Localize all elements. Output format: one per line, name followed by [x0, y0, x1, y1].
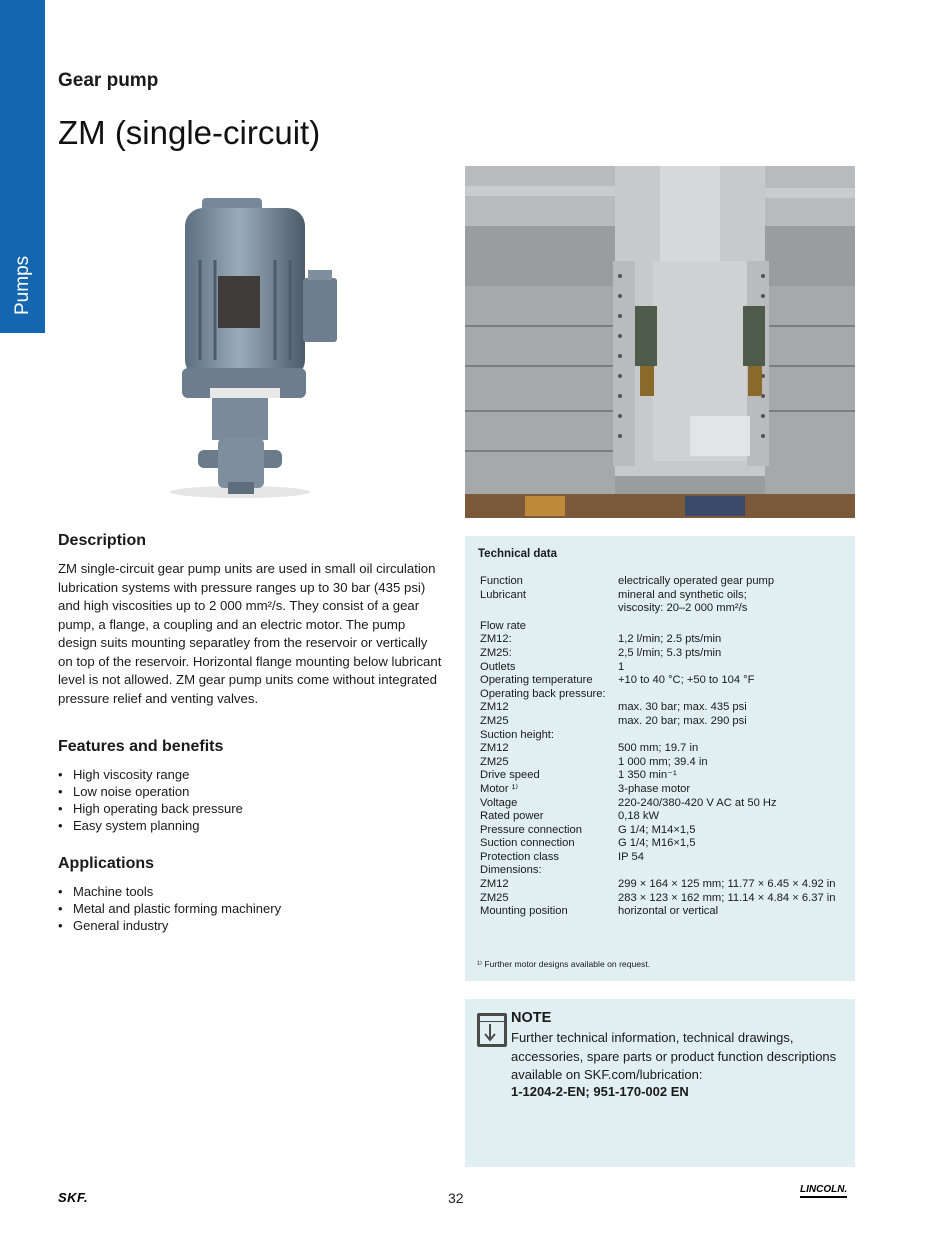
row-label: Operating temperature	[480, 674, 593, 687]
table-row	[480, 674, 850, 688]
row-label	[480, 602, 618, 616]
row-label: Mounting position	[480, 905, 568, 918]
table-row	[480, 864, 850, 878]
side-tab-label: Pumps	[12, 255, 33, 315]
applications-heading: Applications	[58, 855, 155, 872]
row-label: ZM25	[480, 714, 509, 727]
note-reference: 1-1204-2-EN; 951-170-002 EN	[511, 1084, 689, 1099]
skf-logo: SKF.	[58, 1190, 89, 1205]
list-item: • High operating back pressure	[58, 800, 243, 817]
features-heading: Features and benefits	[58, 738, 224, 755]
row-value: mineral and synthetic oils;	[618, 588, 747, 601]
description-heading: Description	[58, 532, 147, 549]
row-label: Motor ¹⁾	[480, 782, 519, 795]
row-label: Rated power	[480, 810, 544, 823]
table-row	[480, 905, 850, 919]
technical-data-table	[480, 575, 850, 919]
row-label: Suction connection	[480, 837, 575, 850]
lincoln-logo: LINCOLN.	[800, 1184, 847, 1198]
table-row	[480, 851, 850, 865]
row-label: Dimensions:	[480, 864, 542, 877]
table-row	[480, 589, 850, 603]
table-row	[480, 575, 850, 589]
side-tab	[0, 0, 45, 333]
table-row	[480, 824, 850, 838]
row-label: Drive speed	[480, 769, 540, 782]
list-item: • Easy system planning	[58, 817, 243, 834]
row-value: IP 54	[618, 850, 644, 863]
row-label: ZM12	[480, 701, 509, 714]
table-row	[480, 742, 850, 756]
machine-installation-image	[465, 166, 855, 518]
row-label: ZM25:	[480, 646, 512, 659]
table-row	[480, 633, 850, 647]
list-item: • General industry	[58, 917, 281, 934]
page-number: 32	[448, 1190, 464, 1206]
row-label: Lubricant	[480, 588, 527, 601]
row-value: horizontal or vertical	[618, 905, 719, 918]
table-row	[480, 620, 850, 634]
row-value: 1	[618, 660, 625, 673]
document-download-icon	[476, 1012, 508, 1048]
list-item: • Machine tools	[58, 883, 281, 900]
row-value: G 1/4; M14×1,5	[618, 823, 696, 836]
applications-list	[58, 883, 281, 934]
row-value: +10 to 40 °C; +50 to 104 °F	[618, 674, 755, 687]
row-label: Outlets	[480, 660, 516, 673]
row-value: 500 mm; 19.7 in	[618, 742, 699, 755]
technical-data-title: Technical data	[478, 548, 558, 560]
note-title: NOTE	[511, 1010, 552, 1026]
features-list	[58, 766, 243, 834]
row-label: Voltage	[480, 796, 518, 809]
pump-product-image	[100, 180, 400, 510]
row-value: max. 20 bar; max. 290 psi	[618, 714, 747, 727]
table-row	[480, 797, 850, 811]
row-label: Pressure connection	[480, 823, 582, 836]
note-box	[465, 999, 855, 1167]
table-row	[480, 688, 850, 702]
table-row	[480, 783, 850, 797]
footnote: ¹⁾ Further motor designs available on request.	[477, 959, 651, 969]
description-text: ZM single-circuit gear pump units are used in small oil circulation lubrication systems with pressure ranges up to 30 bar (435 psi) and high viscosities up to 2 000 mm²/s. They consist of a gear pump, a flange, a coupling and an electric motor. The pump design suits mounting separatley from the reservoir or vertically on top of the reservoir. Horizontal flange mounting below lubricant level is not allowed. ZM gear pump units come without integrated pressure relief and venting valves.	[58, 561, 442, 706]
table-row	[480, 701, 850, 715]
table-row	[480, 602, 850, 616]
row-value: 1,2 l/min; 2.5 pts/min	[618, 633, 722, 646]
list-item: • High viscosity range	[58, 766, 243, 783]
note-text: Further technical information, technical drawings, accessories, spare parts or product function descriptions available on SKF.com/lubrication:	[511, 1030, 837, 1082]
table-row	[480, 661, 850, 675]
row-label: ZM12	[480, 878, 509, 891]
row-value: 220-240/380-420 V AC at 50 Hz	[618, 796, 777, 809]
technical-data-box	[465, 536, 855, 981]
section-label: Gear pump	[58, 70, 159, 91]
list-item: • Low noise operation	[58, 783, 243, 800]
page-title: ZM (single-circuit)	[58, 114, 321, 151]
row-label: ZM25	[480, 891, 509, 904]
table-row	[480, 756, 850, 770]
row-label: Protection class	[480, 850, 559, 863]
table-row	[480, 647, 850, 661]
row-value: 1 000 mm; 39.4 in	[618, 755, 708, 768]
row-value: viscosity: 20–2 000 mm²/s	[618, 602, 748, 615]
row-value: electrically operated gear pump	[618, 575, 775, 587]
row-value: 283 × 123 × 162 mm; 11.14 × 4.84 × 6.37 in	[618, 891, 836, 904]
row-value: G 1/4; M16×1,5	[618, 837, 696, 850]
row-label: Function	[480, 575, 523, 587]
row-value: 0,18 kW	[618, 810, 660, 823]
row-value	[618, 620, 850, 634]
list-item: • Metal and plastic forming machinery	[58, 900, 281, 917]
table-row	[480, 810, 850, 824]
row-label: ZM25	[480, 755, 509, 768]
row-value: 3-phase motor	[618, 782, 691, 795]
table-row	[480, 715, 850, 729]
row-label: ZM12	[480, 742, 509, 755]
table-row	[480, 837, 850, 851]
row-label: ZM12:	[480, 633, 512, 646]
row-value	[618, 864, 850, 878]
row-value	[618, 729, 850, 743]
row-label: Suction height:	[480, 728, 555, 741]
row-value	[618, 688, 850, 702]
row-label: Operating back pressure:	[480, 687, 606, 700]
table-row	[480, 729, 850, 743]
table-row	[480, 892, 850, 906]
table-row	[480, 878, 850, 892]
row-value: 2,5 l/min; 5.3 pts/min	[618, 646, 722, 659]
row-label: Flow rate	[480, 619, 527, 632]
row-value: max. 30 bar; max. 435 psi	[618, 701, 747, 714]
row-value: 299 × 164 × 125 mm; 11.77 × 6.45 × 4.92 in	[618, 878, 836, 891]
row-value: 1 350 min⁻¹	[618, 769, 677, 782]
table-row	[480, 769, 850, 783]
